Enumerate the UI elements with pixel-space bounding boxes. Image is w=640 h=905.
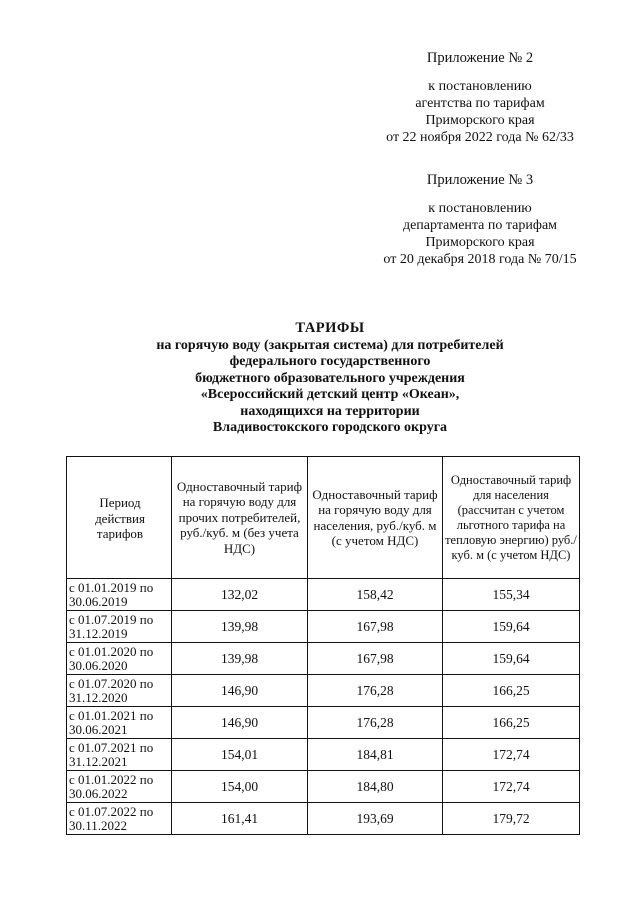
preferential-tariff-cell: 159,64 (443, 611, 580, 643)
table-row (67, 739, 580, 771)
tariffs-table (66, 456, 580, 835)
page-title: ТАРИФЫ (295, 320, 365, 336)
other-consumers-tariff-cell: 146,90 (172, 675, 308, 707)
other-consumers-tariff-cell: 132,02 (172, 579, 308, 611)
population-tariff-cell: 176,28 (308, 707, 443, 739)
column-header-period: Период действия тарифов (67, 457, 172, 579)
period-cell: с 01.07.2019 по 31.12.2019 (67, 611, 172, 643)
period-cell: с 01.01.2022 по 30.06.2022 (67, 771, 172, 803)
other-consumers-tariff-cell: 161,41 (172, 803, 308, 835)
population-tariff-cell: 193,69 (308, 803, 443, 835)
heading-line: бюджетного образовательного учреждения (195, 370, 465, 386)
column-header-preferential: Одноставочный тариф для населения (рассчитан с учетом льготного тарифа на тепловую энергию) руб./куб. м (с учетом НДС) (443, 457, 580, 579)
preferential-tariff-cell: 166,25 (443, 707, 580, 739)
table-row (67, 803, 580, 835)
heading-line: федерального государственного (229, 354, 431, 369)
other-consumers-tariff-cell: 146,90 (172, 707, 308, 739)
population-tariff-cell: 184,80 (308, 771, 443, 803)
appendix-3-title: Приложение № 3 (426, 172, 534, 188)
preferential-tariff-cell: 166,25 (443, 675, 580, 707)
population-tariff-cell: 184,81 (308, 739, 443, 771)
appendix-3-line: Приморского края (425, 235, 535, 250)
heading-line: находящихся на территории (240, 403, 420, 419)
table-row (67, 707, 580, 739)
heading-line: Владивостокского городского округа (212, 420, 448, 435)
period-cell: с 01.01.2020 по 30.06.2020 (67, 643, 172, 675)
appendix-3-line: департамента по тарифам (402, 218, 558, 233)
period-cell: с 01.01.2021 по 30.06.2021 (67, 707, 172, 739)
other-consumers-tariff-cell: 154,00 (172, 771, 308, 803)
column-header-other-consumers: Одноставочный тариф на горячую воду для прочих потребителей, руб./куб. м (без учета НДС) (172, 457, 308, 579)
appendix-3-line: от 20 декабря 2018 года № 70/15 (383, 252, 577, 267)
appendix-2-line: агентства по тарифам (415, 96, 545, 111)
period-cell: с 01.07.2022 по 30.11.2022 (67, 803, 172, 835)
table-row (67, 611, 580, 643)
population-tariff-cell: 176,28 (308, 675, 443, 707)
column-header-population: Одноставочный тариф на горячую воду для населения, руб./куб. м (с учетом НДС) (308, 457, 443, 579)
other-consumers-tariff-cell: 139,98 (172, 611, 308, 643)
table-row (67, 675, 580, 707)
population-tariff-cell: 158,42 (308, 579, 443, 611)
appendix-2-title: Приложение № 2 (426, 50, 534, 66)
appendix-2-block (365, 50, 595, 146)
other-consumers-tariff-cell: 139,98 (172, 643, 308, 675)
table-row (67, 771, 580, 803)
preferential-tariff-cell: 159,64 (443, 643, 580, 675)
period-cell: с 01.01.2019 по 30.06.2019 (67, 579, 172, 611)
appendix-2-line: к постановлению (428, 79, 532, 94)
heading-line: на горячую воду (закрытая система) для потребителей (156, 337, 504, 353)
period-cell: с 01.07.2020 по 31.12.2020 (67, 675, 172, 707)
population-tariff-cell: 167,98 (308, 643, 443, 675)
heading-line: «Всероссийский детский центр «Океан», (200, 387, 460, 402)
preferential-tariff-cell: 172,74 (443, 739, 580, 771)
population-tariff-cell: 167,98 (308, 611, 443, 643)
table-row (67, 643, 580, 675)
preferential-tariff-cell: 179,72 (443, 803, 580, 835)
table-body (67, 579, 580, 835)
table-header-row (67, 457, 580, 579)
period-cell: с 01.07.2021 по 31.12.2021 (67, 739, 172, 771)
appendix-2-line: от 22 ноября 2022 года № 62/33 (386, 130, 574, 145)
preferential-tariff-cell: 155,34 (443, 579, 580, 611)
preferential-tariff-cell: 172,74 (443, 771, 580, 803)
document-heading (60, 320, 600, 437)
appendix-3-block (365, 172, 595, 268)
table-row (67, 579, 580, 611)
appendix-2-line: Приморского края (425, 113, 535, 128)
appendix-3-line: к постановлению (428, 201, 532, 216)
other-consumers-tariff-cell: 154,01 (172, 739, 308, 771)
